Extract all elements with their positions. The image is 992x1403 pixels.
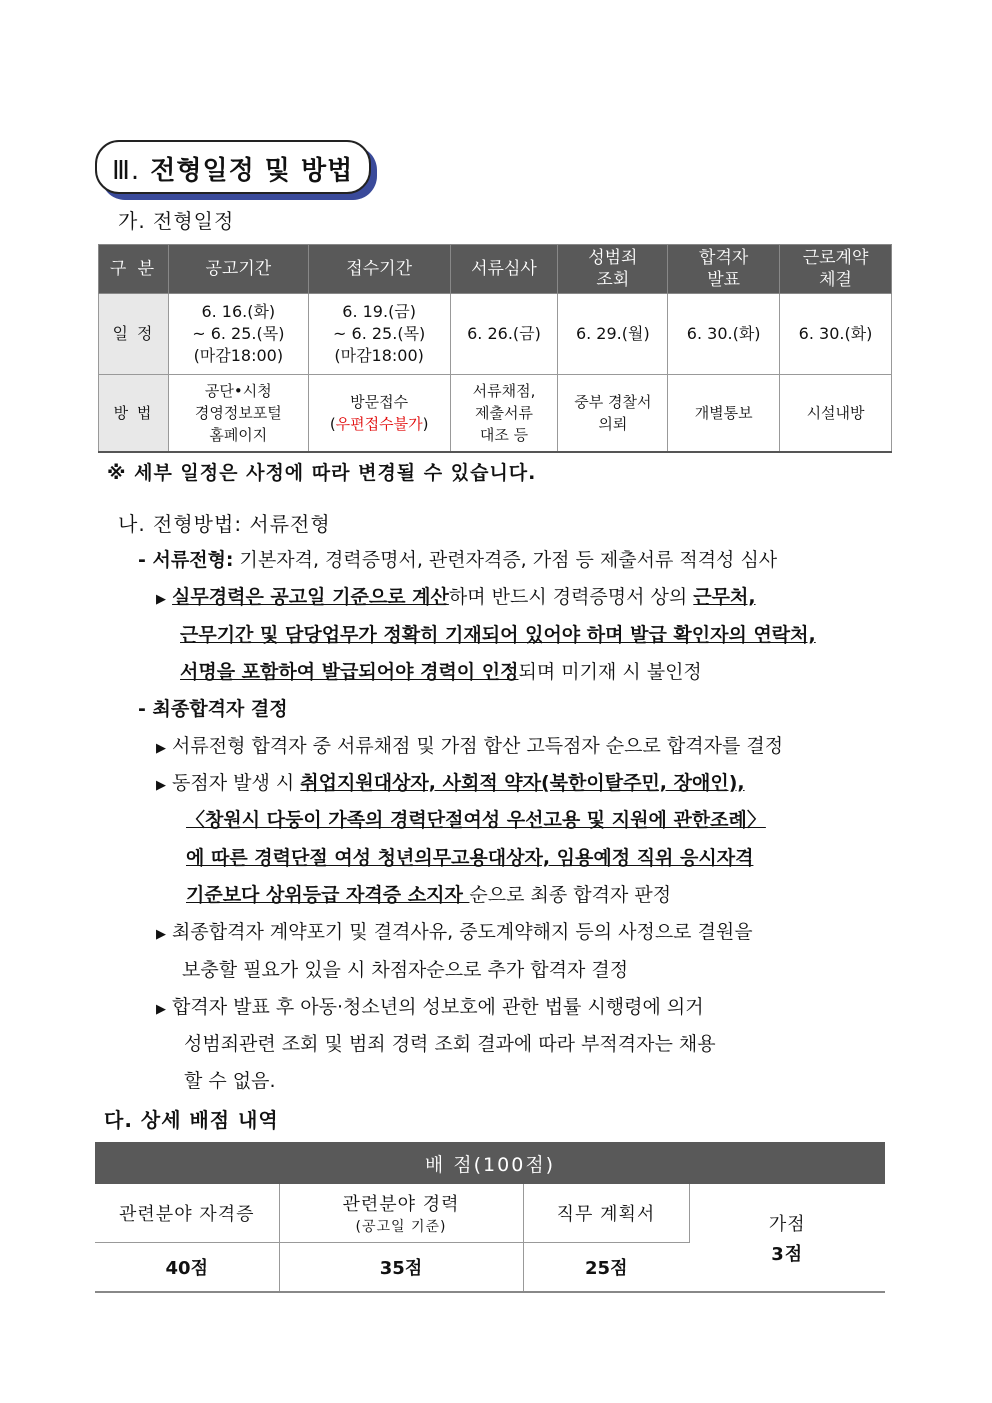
schedule-row-methods [99, 375, 892, 453]
col-header: 공고기간 [168, 245, 308, 294]
bullet-text: 합격자 발표 후 아동·청소년의 성보호에 관한 법률 시행령에 의거 [172, 996, 704, 1018]
score-col-header [279, 1184, 523, 1243]
cell-line: 경영정보포털 [194, 404, 282, 422]
cell-line: 서류채점, [472, 382, 536, 400]
cell-line: 공단•시청 [204, 382, 272, 400]
cell-line: 관련분야 경력 [342, 1194, 460, 1215]
paren: ( [329, 415, 336, 433]
table-cell [168, 375, 308, 453]
table-cell: 6. 30.(화) [668, 294, 780, 375]
cell-line: 6. 19.(금) [342, 302, 417, 321]
bullet-2 [156, 731, 783, 758]
schedule-note: ※ 세부 일정은 사정에 따라 변경될 수 있습니다. [107, 462, 537, 484]
section-title-text: 전형일정 및 방법 [150, 156, 354, 186]
bullet-1-line-2: 근무기간 및 담당업무가 정확히 기재되어 있어야 하며 발급 확인자의 연락처, [180, 624, 816, 646]
method-item-2: - 최종합격자 결정 [138, 698, 288, 720]
bullet-1-line-1 [156, 582, 756, 609]
col-header: 근로계약 체결 [780, 245, 892, 294]
score-value: 25점 [523, 1243, 689, 1293]
bullet-3-line-4 [186, 880, 671, 907]
bullet-text: 순으로 최종 합격자 판정 [469, 884, 672, 906]
item-label: - 서류전형: [138, 549, 234, 571]
bullet-text: 최종합격자 계약포기 및 결격사유, 중도계약해지 등의 사정으로 결원을 [172, 921, 753, 943]
table-cell [168, 294, 308, 375]
col-header: 서류심사 [450, 245, 558, 294]
triangle-bullet-icon: ▶ [156, 778, 166, 793]
bullet-text: 하며 반드시 경력증명서 상의 [448, 586, 694, 608]
row-label: 일 정 [99, 294, 169, 375]
bullet-3-line-3: 에 따른 경력단절 여성 청년의무고용대상자, 임용예정 직위 응시자격 [186, 847, 754, 869]
schedule-row-dates [99, 294, 892, 375]
triangle-bullet-icon: ▶ [156, 1002, 166, 1017]
cell-line: 홈페이지 [209, 426, 268, 444]
scoring-table [95, 1142, 885, 1293]
table-cell [558, 375, 668, 453]
schedule-heading: 가. 전형일정 [118, 209, 235, 233]
table-cell: 6. 26.(금) [450, 294, 558, 375]
scoring-header-row [95, 1184, 885, 1243]
bullet-text: 되며 미기재 시 불인정 [518, 661, 702, 683]
table-cell [308, 375, 450, 453]
cell-line: ~ 6. 25.(목) [333, 324, 426, 343]
bullet-3-line-2: 〈창원시 다둥이 가족의 경력단절여성 우선고용 및 지원에 관한조례〉 [186, 809, 766, 831]
scoring-title: 배 점(100점) [95, 1142, 885, 1184]
score-col-header: 직무 계획서 [523, 1184, 689, 1243]
cell-line: 의뢰 [598, 415, 628, 433]
col-header: 구 분 [99, 245, 169, 294]
item-text: 기본자격, 경력증명서, 관련자격증, 가점 등 제출서류 적격성 심사 [233, 549, 778, 571]
schedule-table [98, 244, 892, 453]
cell-line: 방문접수 [350, 393, 409, 411]
row-label: 방 법 [99, 375, 169, 453]
triangle-bullet-icon: ▶ [156, 592, 166, 607]
table-cell: 시설내방 [780, 375, 892, 453]
table-cell: 개별통보 [668, 375, 780, 453]
section-title [112, 150, 353, 187]
table-cell: 6. 30.(화) [780, 294, 892, 375]
method-item-1 [138, 545, 777, 572]
bullet-text: 서명을 포함하여 발급되어야 경력이 인정 [180, 661, 519, 683]
triangle-bullet-icon: ▶ [156, 927, 166, 942]
bullet-4-line-2: 보충할 필요가 있을 시 차점자순으로 추가 합격자 결정 [182, 959, 629, 981]
bonus-value: 3점 [771, 1243, 804, 1265]
section-roman: Ⅲ. [112, 156, 141, 186]
bullet-3-line-1 [156, 768, 745, 795]
method-heading: 나. 전형방법: 서류전형 [118, 512, 331, 536]
cell-line: 대조 등 [479, 426, 529, 444]
cell-line: 6. 16.(화) [201, 302, 276, 321]
cell-line: ~ 6. 25.(목) [192, 324, 285, 343]
cell-line: (공고일 기준) [355, 1219, 447, 1235]
bullet-5-line-1 [156, 992, 704, 1019]
bullet-1-line-3 [180, 657, 702, 684]
bullet-4-line-1 [156, 917, 753, 944]
bullet-text: 실무경력은 공고일 기준으로 계산 [172, 586, 449, 608]
table-cell [450, 375, 558, 453]
bonus-cell [689, 1184, 885, 1292]
col-header: 접수기간 [308, 245, 450, 294]
bullet-text: 동점자 발생 시 [172, 772, 301, 794]
bonus-label: 가점 [768, 1213, 806, 1235]
scoring-title-row [95, 1142, 885, 1184]
col-header: 성범죄 조회 [558, 245, 668, 294]
score-value: 35점 [279, 1243, 523, 1293]
paren: ) [422, 415, 429, 433]
cell-line [309, 413, 450, 435]
bullet-text: 취업지원대상자, 사회적 약자(북한이탈주민, 장애인), [300, 772, 745, 794]
triangle-bullet-icon: ▶ [156, 741, 166, 756]
cell-line: (마감18:00) [334, 346, 424, 365]
score-col-header: 관련분야 자격증 [95, 1184, 279, 1243]
table-cell [308, 294, 450, 375]
no-mail-notice: 우편접수불가 [335, 415, 423, 433]
schedule-header-row [99, 245, 892, 294]
cell-line: 제출서류 [475, 404, 533, 422]
bullet-text: 서류전형 합격자 중 서류채점 및 가점 합산 고득점자 순으로 합격자를 결정 [172, 735, 784, 757]
cell-line: 중부 경찰서 [574, 393, 652, 411]
cell-line: (마감18:00) [193, 346, 284, 365]
table-cell: 6. 29.(월) [558, 294, 668, 375]
bullet-5-line-3: 할 수 없음. [184, 1070, 276, 1092]
bullet-5-line-2: 성범죄관련 조회 및 범죄 경력 조회 결과에 따라 부적격자는 채용 [184, 1033, 716, 1055]
col-header: 합격자 발표 [668, 245, 780, 294]
bullet-text: 기준보다 상위등급 자격증 소지자 [186, 884, 470, 906]
bullet-text: 근무처, [693, 586, 756, 608]
scoring-heading: 다. 상세 배점 내역 [104, 1108, 279, 1132]
score-value: 40점 [95, 1243, 279, 1293]
